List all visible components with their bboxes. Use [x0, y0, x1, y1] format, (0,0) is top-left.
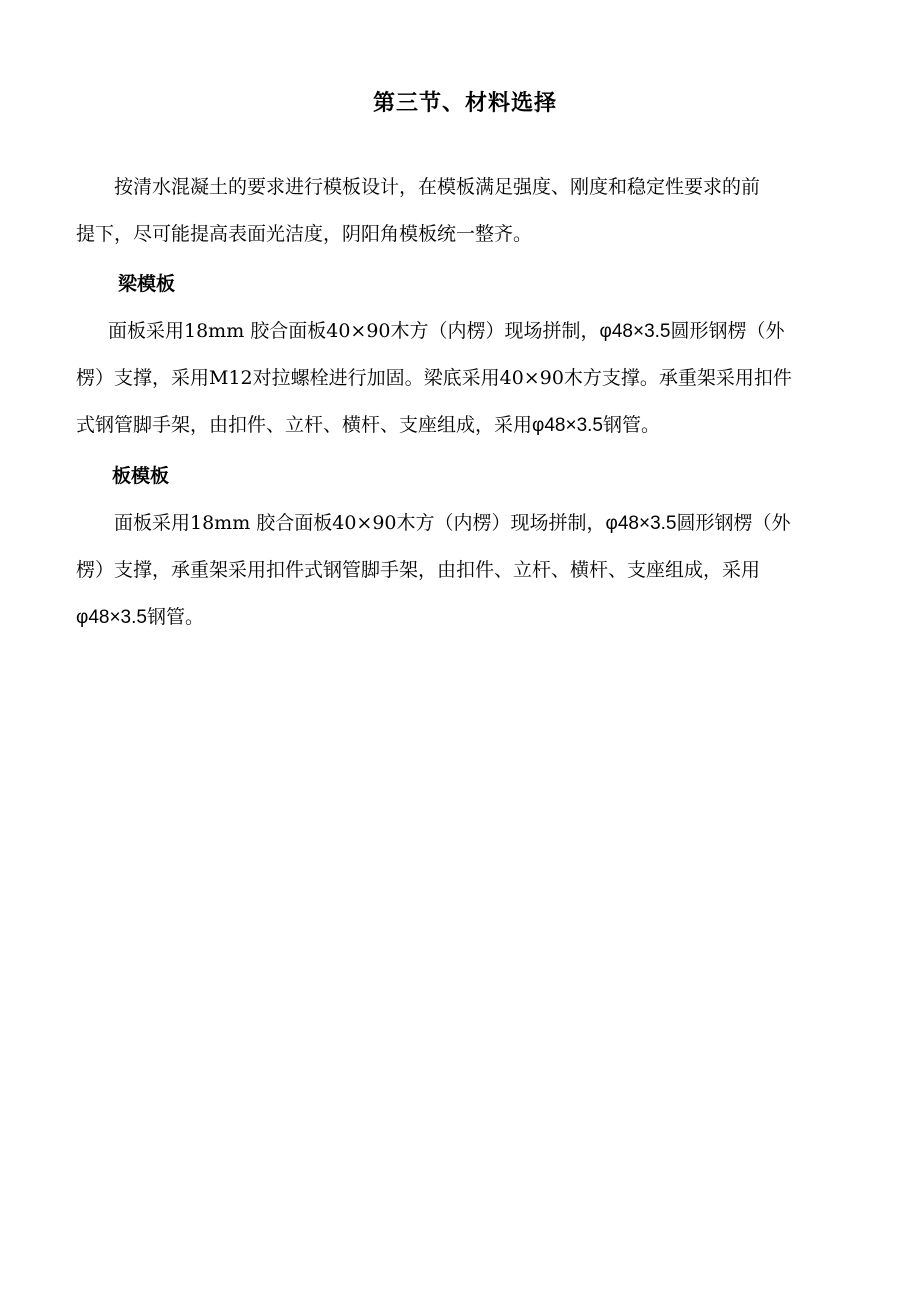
section-title: 第三节、材料选择: [372, 91, 557, 116]
slab-pipe-spec: φ48×3.5: [605, 513, 677, 534]
slab-line-3: [76, 594, 856, 641]
slab-formwork-heading: 板模板: [112, 465, 170, 487]
beam-line-3: [76, 402, 856, 449]
beam-line-3-tail: 钢管。: [602, 414, 660, 436]
intro-paragraph: [76, 164, 856, 258]
beam-line-2: 楞）支撑，采用M12对拉螺栓进行加固。梁底采用40×90木方支撑。承重架采用扣件: [76, 367, 792, 389]
slab-line-3-tail: 钢管。: [146, 606, 204, 628]
beam-line-3-text: 式钢管脚手架，由扣件、立杆、横杆、支座组成，采用: [76, 414, 533, 436]
slab-pipe-spec-2: φ48×3.5: [76, 607, 147, 628]
slab-line-1: [76, 500, 856, 547]
slab-line-1-text: 面板采用18mm 胶合面板40×90木方（内楞）现场拼制，: [114, 512, 606, 534]
intro-line-2: 提下，尽可能提高表面光洁度，阴阳角模板统一整齐。: [76, 223, 533, 245]
slab-line-1-tail: 圆形钢楞（外: [676, 512, 791, 534]
beam-formwork-heading: 梁模板: [118, 273, 176, 295]
beam-pipe-spec: φ48×3.5: [599, 321, 671, 342]
beam-pipe-spec-2: φ48×3.5: [532, 415, 603, 436]
intro-line-1: 按清水混凝土的要求进行模板设计，在模板满足强度、刚度和稳定性要求的前: [114, 176, 761, 198]
beam-line-1-tail: 圆形钢楞（外: [670, 320, 785, 342]
beam-line-1-text: 面板采用18mm 胶合面板40×90木方（内楞）现场拼制，: [108, 320, 600, 342]
slab-formwork-paragraph: [76, 500, 856, 641]
slab-line-2: 楞）支撑，承重架采用扣件式钢管脚手架，由扣件、立杆、横杆、支座组成，采用: [76, 559, 761, 581]
beam-formwork-paragraph: [76, 308, 856, 449]
beam-line-1: [76, 308, 856, 355]
